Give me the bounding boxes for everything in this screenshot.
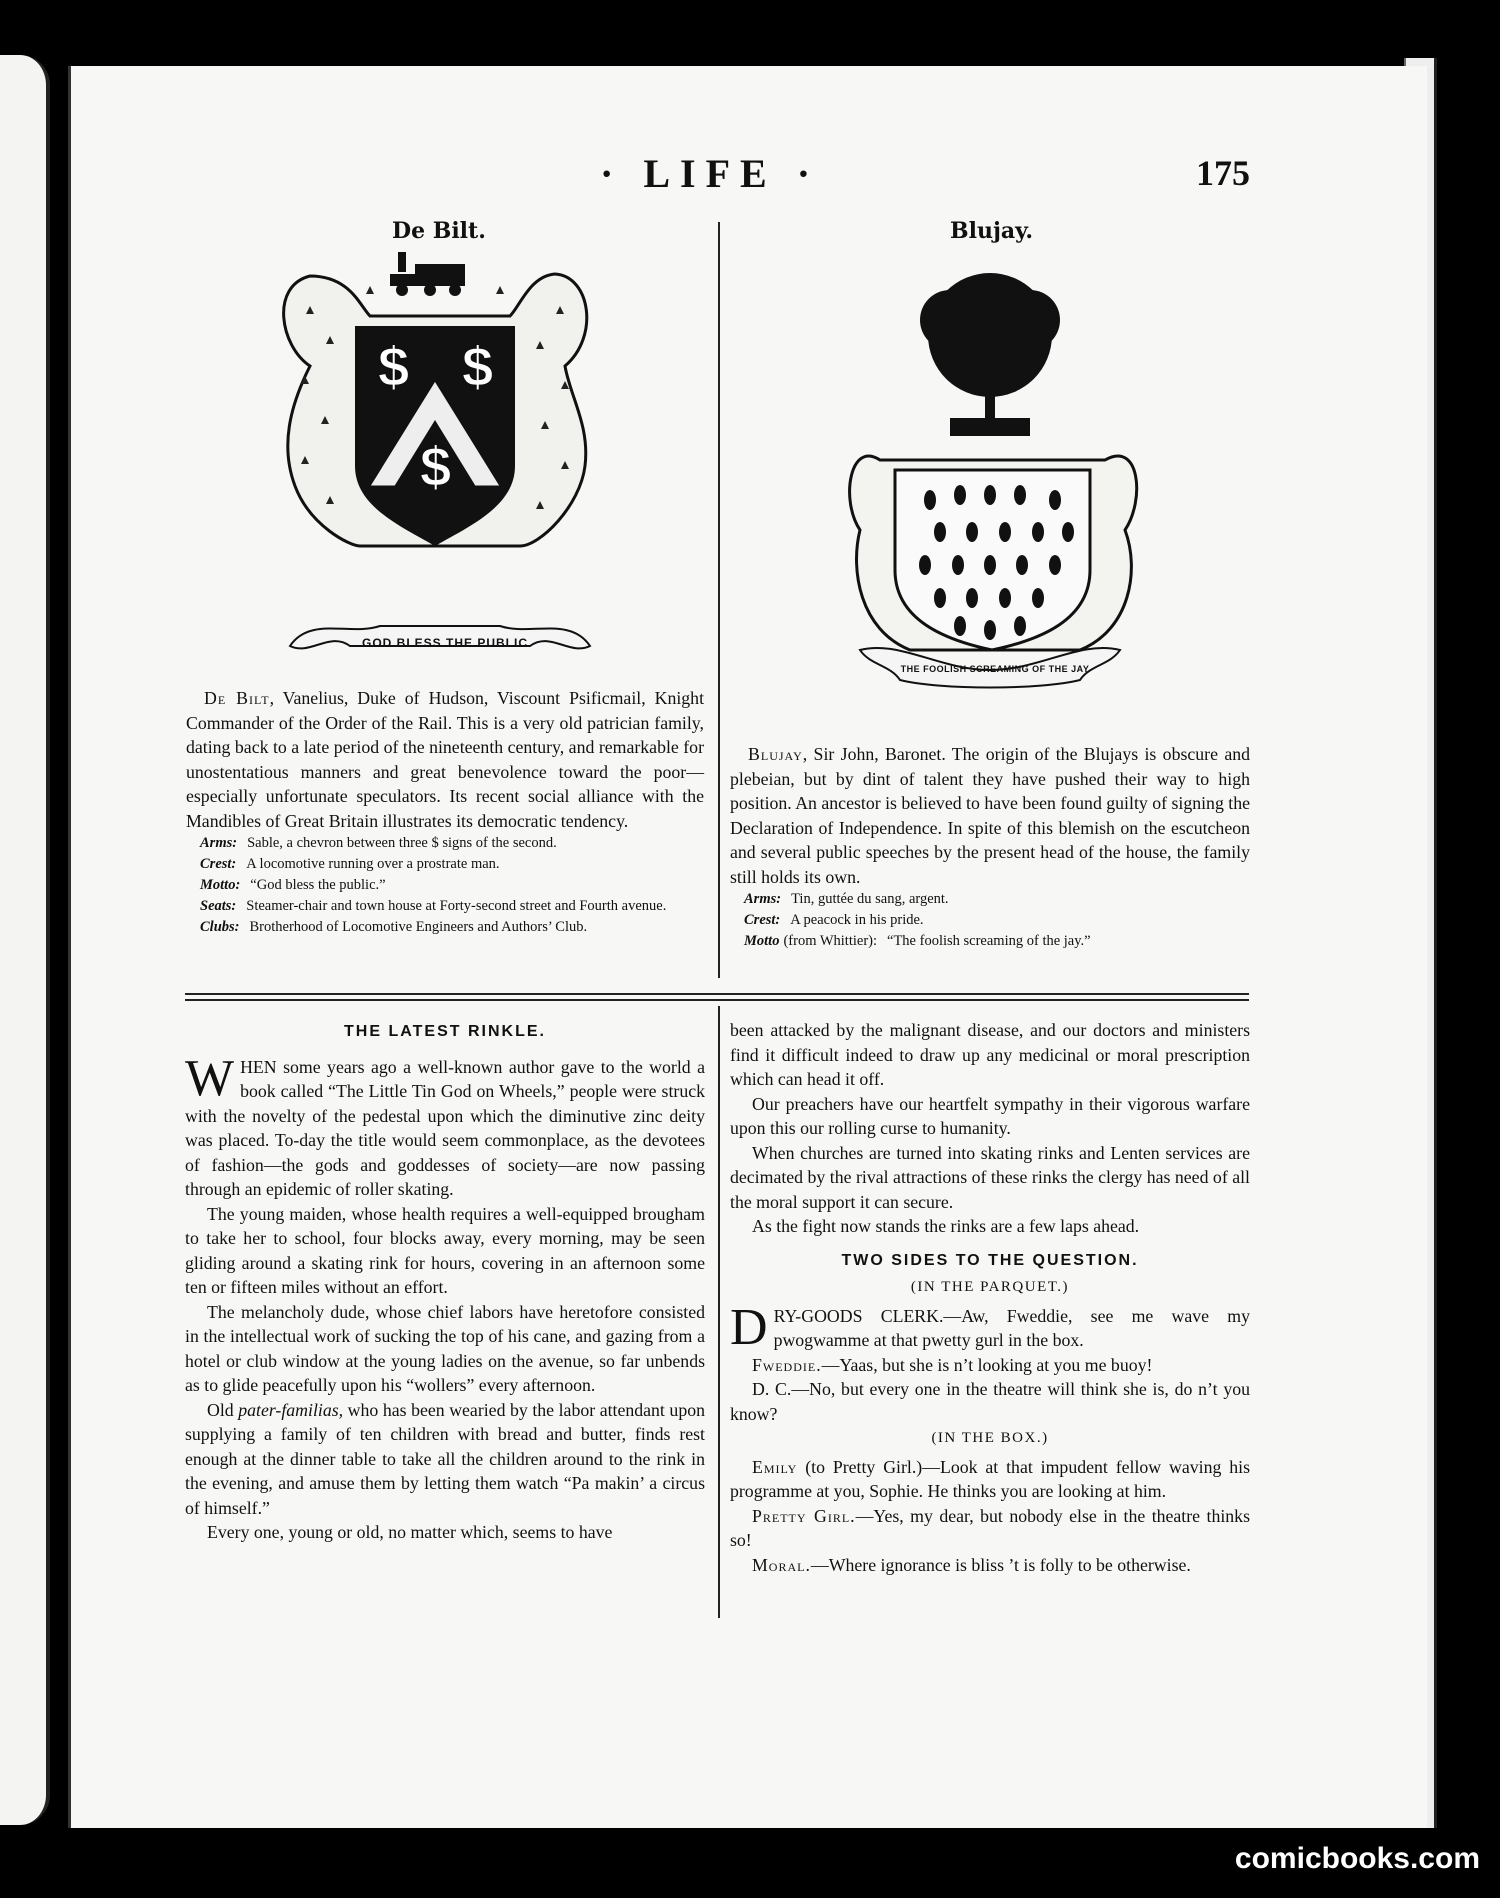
adjacent-page-edge bbox=[0, 55, 50, 1825]
rinkle-continuation-3: When churches are turned into skating rinks and Lenten services are decimated by the rival attractions of these rinks the clergy has need of all the moral support it can secure. bbox=[730, 1142, 1250, 1212]
box-subheading: (IN THE BOX.) bbox=[931, 1430, 1049, 1446]
two-sides-title: TWO SIDES TO THE QUESTION. bbox=[841, 1251, 1139, 1269]
blujay-arms: Arms: Tin, guttée du sang, argent. bbox=[744, 891, 949, 907]
de-bilt-description bbox=[186, 686, 704, 938]
fweddie-line: Fweddie.—Yaas, but she is n’t looking at you me buoy! bbox=[752, 1354, 1153, 1375]
blujay-name: Blujay bbox=[748, 744, 803, 764]
locomotive-crest bbox=[390, 252, 465, 296]
dc-line: D. C.—No, but every one in the theatre will think she is, do n’t you know? bbox=[730, 1379, 1250, 1424]
de-bilt-name: De Bilt bbox=[204, 688, 270, 708]
emily-line: Emily (to Pretty Girl.)—Look at that impudent fellow waving his programme at you, Sophie. He thinks you are looking at him. bbox=[730, 1456, 1250, 1501]
blujay-intro: , Sir John, Baronet. The origin of the Blujays is obscure and plebeian, but by dint of talent they have pushed their way to high position. An ancestor is believed to have been found guilty of signing the Declaration of Independence. In spite of this blemish on the escutcheon and several public speeches by the present head of the house, the family still holds its own. bbox=[730, 744, 1251, 887]
svg-text:$: $ bbox=[420, 435, 452, 498]
de-bilt-blazon bbox=[186, 833, 704, 938]
svg-text:$: $ bbox=[462, 335, 494, 398]
blujay-description bbox=[730, 742, 1250, 952]
rinkle-continuation-1: been attacked by the malignant disease, and our doctors and ministers find it difficult indeed to draw up any medicinal or moral prescription which can head it off. bbox=[730, 1020, 1250, 1089]
latest-rinkle-article bbox=[185, 1020, 705, 1545]
right-column-articles bbox=[730, 1018, 1250, 1577]
top-column-divider bbox=[718, 222, 720, 978]
rinkle-drop-cap: W bbox=[185, 1049, 235, 1107]
bottom-column-divider bbox=[718, 1006, 720, 1618]
blujay-crest: Crest: A peacock in his pride. bbox=[744, 912, 924, 928]
de-bilt-arms: Arms: Sable, a chevron between three $ signs of the second. bbox=[200, 835, 557, 851]
de-bilt-clubs: Clubs: Brotherhood of Locomotive Engineers and Authors’ Club. bbox=[200, 919, 588, 935]
tree-crest bbox=[920, 273, 1060, 436]
rinkle-continuation-2: Our preachers have our heartfelt sympathy in their vigorous warfare upon this our rolling curse to humanity. bbox=[730, 1093, 1250, 1138]
page-number: 175 bbox=[1196, 153, 1250, 193]
blujay-blazon bbox=[730, 889, 1250, 952]
source-watermark: comicbooks.com bbox=[1234, 1842, 1480, 1875]
parquet-subheading: (IN THE PARQUET.) bbox=[910, 1279, 1070, 1295]
left-crest-heading: De Bilt. bbox=[392, 218, 486, 244]
rinkle-para-2: The young maiden, whose health requires a well-equipped brougham to take her to school, four blocks away, every morning, may be seen gliding around a skating rink for hours, covering in an afternoon some ten or fifteen miles without an effort. bbox=[185, 1203, 705, 1297]
two-sides-drop-cap: D bbox=[730, 1298, 768, 1356]
masthead-title: · LIFE · bbox=[600, 151, 821, 196]
moral-line: Moral.—Where ignorance is bliss ’t is folly to be otherwise. bbox=[752, 1554, 1191, 1575]
rinkle-para-1: HEN some years ago a well-known author gave to the world a book called “The Little Tin God on Wheels,” people were struck with the novelty of the pedestal upon which the diminutive zinc deity was placed. To-day the title would seem commonplace, as the devotees of fashion—the gods and goddesses of society—are now passing through an epidemic of roller skating. bbox=[185, 1056, 705, 1199]
rinkle-continuation-4: As the fight now stands the rinks are a few laps ahead. bbox=[752, 1216, 1140, 1236]
de-bilt-crest: Crest: A locomotive running over a prostrate man. bbox=[200, 856, 500, 872]
pretty-girl-line: Pretty Girl.—Yes, my dear, but nobody else in the theatre thinks so! bbox=[730, 1505, 1250, 1550]
blujay-motto: Motto (from Whittier): “The foolish screaming of the jay.” bbox=[744, 933, 1091, 949]
de-bilt-intro: , Vanelius, Duke of Hudson, Viscount Psificmail, Knight Commander of the Order of the Rail. This is a very old patrician family, dating back to a late period of the nineteenth century, and remarkable for unostentatious manners and great benevolence toward the poor—especially unfortunate speculators. Its recent social alliance with the Mandibles of Great Britain illustrates its democratic tendency. bbox=[186, 688, 705, 831]
rinkle-para-4: Old pater-familias, who has been wearied by the labor attendant upon supplying a family of ten children with bread and butter, finds rest enough at the dinner table to take all the children around to the rink in the evening, and amuse them by letting them watch “Pa makin’ a circus of himself.” bbox=[185, 1399, 705, 1518]
blujay-coat-of-arms bbox=[840, 270, 1150, 700]
section-rule-top bbox=[185, 993, 1249, 995]
left-motto-text: GOD BLESS THE PUBLIC bbox=[361, 636, 528, 650]
right-crest-heading: Blujay. bbox=[950, 218, 1034, 244]
right-motto-text: THE FOOLISH SCREAMING OF THE JAY bbox=[900, 664, 1090, 674]
section-rule-bottom bbox=[185, 999, 1249, 1001]
rinkle-para-3: The melancholy dude, whose chief labors have heretofore consisted in the intellectual work of sucking the top of his cane, and gazing from a hotel or club window at the young ladies on the avenue, so far unbends as to glide peacefully upon his “wollers” every afternoon. bbox=[185, 1301, 705, 1395]
de-bilt-seats: Seats: Steamer-chair and town house at Forty-second street and Fourth avenue. bbox=[200, 898, 667, 914]
latest-rinkle-title: THE LATEST RINKLE. bbox=[344, 1023, 546, 1040]
de-bilt-motto: Motto: “God bless the public.” bbox=[200, 877, 386, 893]
dry-goods-clerk-line: RY-GOODS CLERK.—Aw, Fweddie, see me wave my pwogwamme at that pwetty gurl in the box. bbox=[773, 1305, 1250, 1350]
rinkle-para-5: Every one, young or old, no matter which, seems to have bbox=[207, 1522, 613, 1542]
de-bilt-coat-of-arms bbox=[270, 246, 610, 666]
svg-text:$: $ bbox=[378, 335, 410, 398]
